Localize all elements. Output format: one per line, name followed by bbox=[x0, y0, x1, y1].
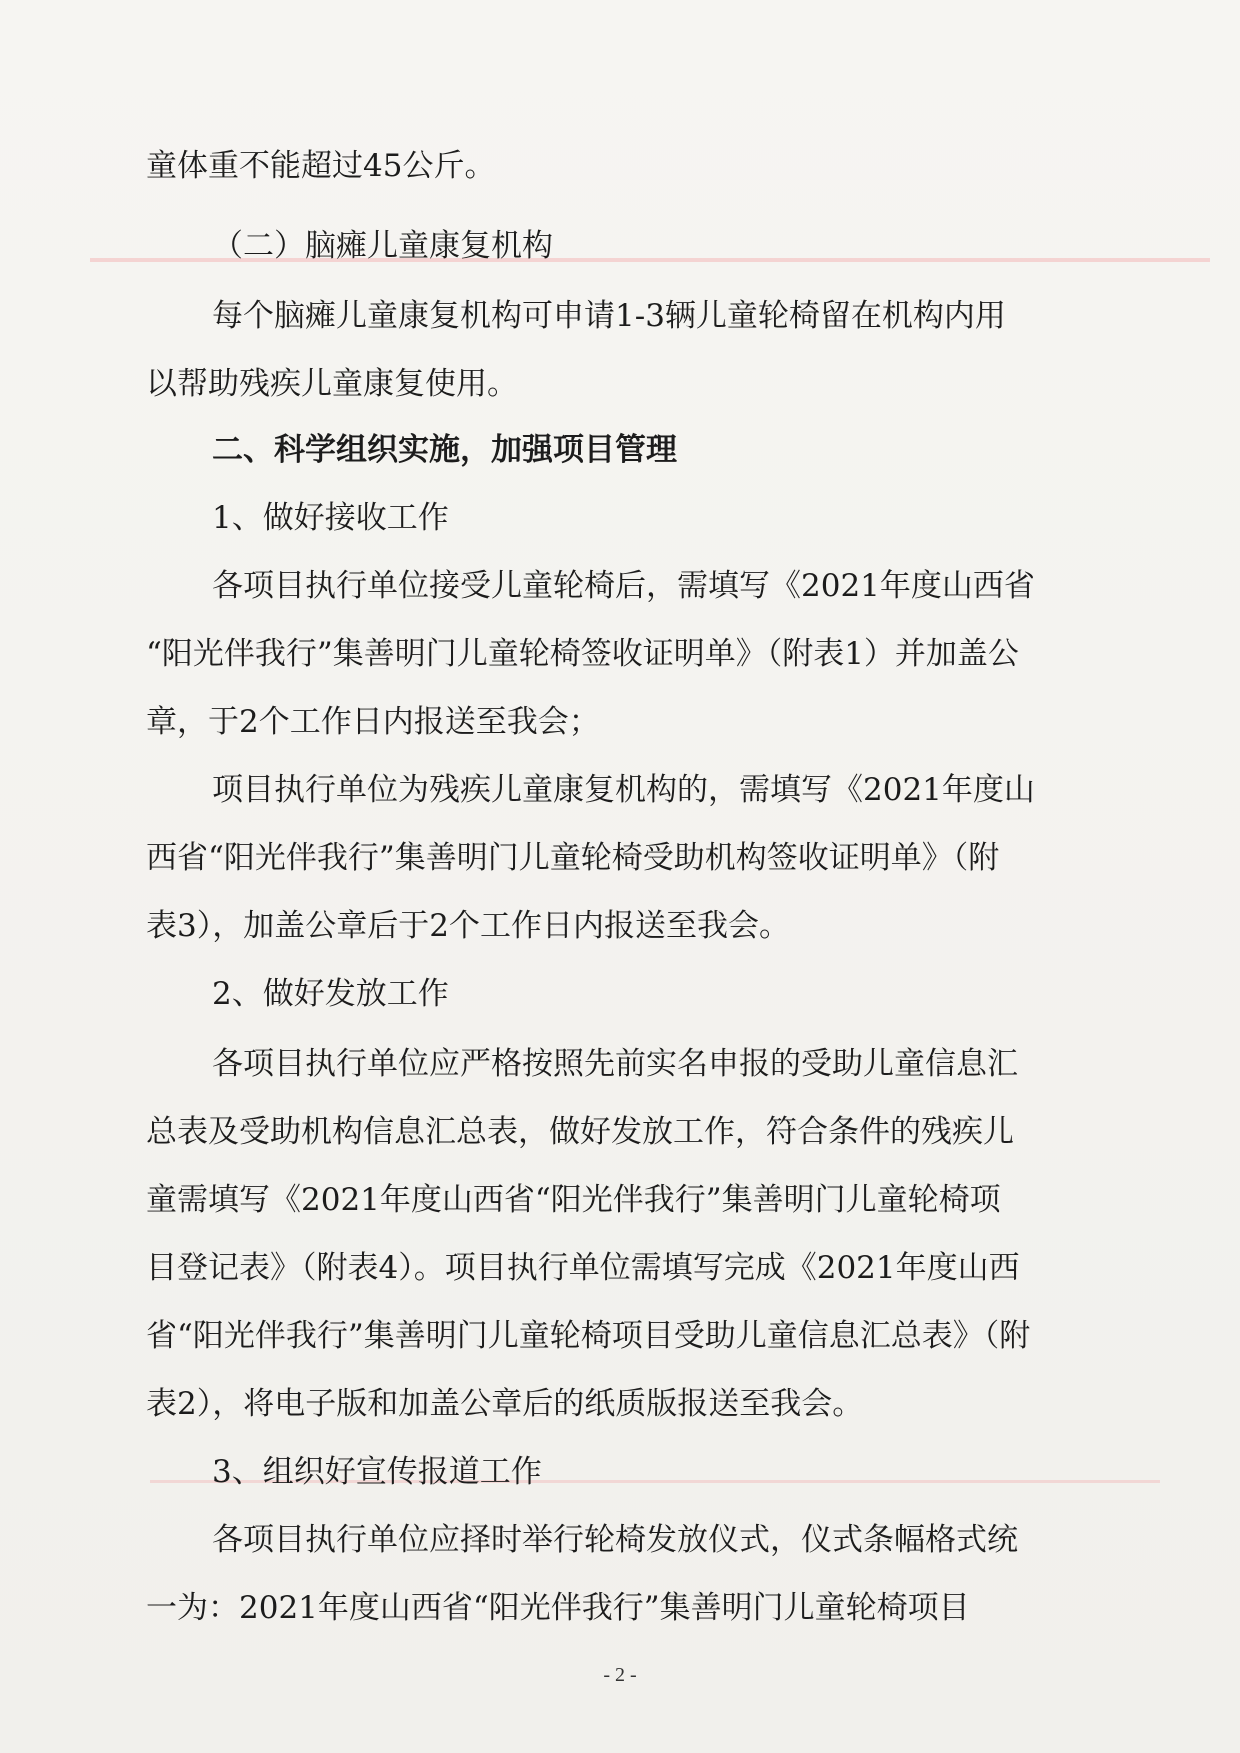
body-line: 章，于2个工作日内报送至我会； bbox=[146, 704, 600, 740]
body-line: 各项目执行单位应择时举行轮椅发放仪式，仪式条幅格式统 bbox=[212, 1522, 1018, 1558]
subsection-heading: 2、做好发放工作 bbox=[212, 976, 449, 1012]
body-line: 项目执行单位为残疾儿童康复机构的，需填写《2021年度山 bbox=[212, 772, 1035, 808]
body-line: 各项目执行单位应严格按照先前实名申报的受助儿童信息汇 bbox=[212, 1046, 1018, 1082]
subsection-heading: 1、做好接收工作 bbox=[212, 500, 449, 536]
body-line: 西省“阳光伴我行”集善明门儿童轮椅受助机构签收证明单》（附 bbox=[146, 840, 1000, 876]
body-line: 各项目执行单位接受儿童轮椅后，需填写《2021年度山西省 bbox=[212, 568, 1035, 604]
body-line: 童体重不能超过45公斤。 bbox=[146, 148, 496, 184]
body-line: 表3），加盖公章后于2个工作日内报送至我会。 bbox=[146, 908, 790, 944]
body-line: 一为：2021年度山西省“阳光伴我行”集善明门儿童轮椅项目 bbox=[146, 1590, 970, 1626]
subsection-heading: 3、组织好宣传报道工作 bbox=[212, 1454, 542, 1490]
subsection-heading: （二）脑瘫儿童康复机构 bbox=[212, 228, 553, 264]
body-line: 总表及受助机构信息汇总表，做好发放工作，符合条件的残疾儿 bbox=[146, 1114, 1014, 1150]
body-line: “阳光伴我行”集善明门儿童轮椅签收证明单》（附表1）并加盖公 bbox=[146, 636, 1019, 672]
body-line: 目登记表》（附表4）。项目执行单位需填写完成《2021年度山西 bbox=[146, 1250, 1020, 1286]
body-line: 童需填写《2021年度山西省“阳光伴我行”集善明门儿童轮椅项 bbox=[146, 1182, 1001, 1218]
page-number: - 2 - bbox=[603, 1664, 637, 1686]
body-line: 表2），将电子版和加盖公章后的纸质版报送至我会。 bbox=[146, 1386, 864, 1422]
body-line: 每个脑瘫儿童康复机构可申请1-3辆儿童轮椅留在机构内用 bbox=[212, 298, 1006, 334]
body-line: 省“阳光伴我行”集善明门儿童轮椅项目受助儿童信息汇总表》（附 bbox=[146, 1318, 1031, 1354]
body-line: 以帮助残疾儿童康复使用。 bbox=[146, 366, 518, 402]
section-heading: 二、科学组织实施，加强项目管理 bbox=[212, 432, 677, 468]
